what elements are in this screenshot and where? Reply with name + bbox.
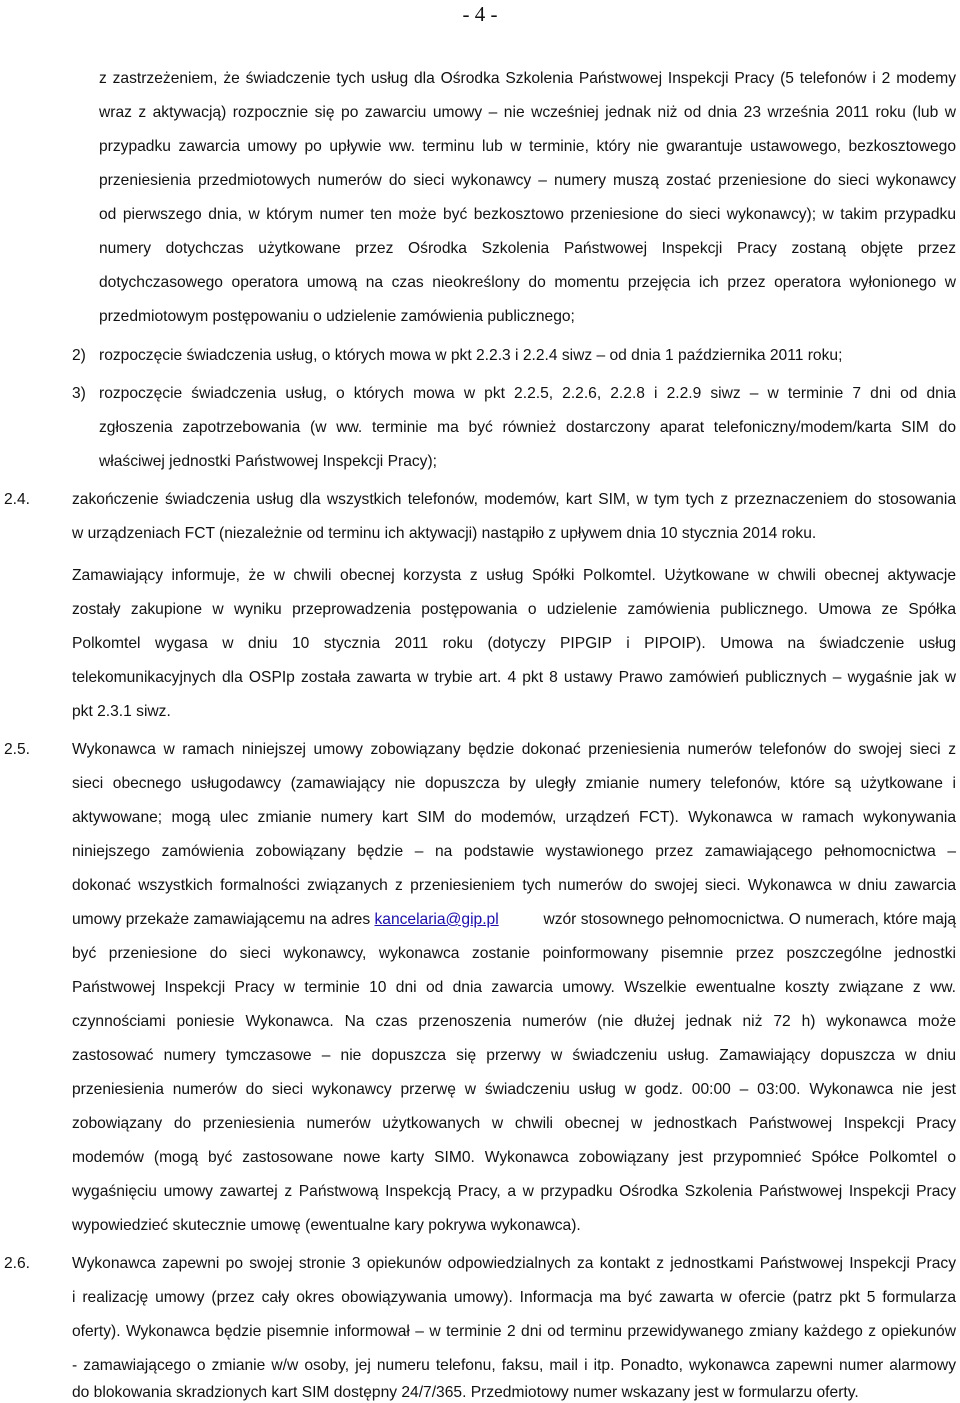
text-span: wzór stosownego pełnomocnictwa. O numerach, które mają bbox=[539, 911, 956, 928]
text-line: rozpoczęcie świadczenia usług, o których mowa w pkt 2.2.5, 2.2.6, 2.2.8 i 2.2.9 siwz – w terminie 7 dni od dnia bbox=[99, 385, 956, 402]
text-line: zostały zakupione w wyniku przeprowadzenia postępowania o udzielenie zamówienia publicznego. Umowa ze Spółka bbox=[72, 601, 956, 618]
text-line: wraz z aktywacją) rozpocznie się po zawarciu umowy – nie wcześniej jednak niż od dnia 23 września 2011 roku (lub w bbox=[99, 104, 956, 121]
text-line: w urządzeniach FCT (niezależnie od terminu ich aktywacji) nastąpiło z upływem dnia 10 stycznia 2014 roku. bbox=[72, 525, 817, 542]
page-number: - 4 - bbox=[462, 2, 498, 26]
text-line: aktywowane; mogą ulec zmianie numery kart SIM do modemów, urządzeń FCT). Wykonawca w ramach wykonywania bbox=[72, 809, 956, 826]
section-number: 2.6. bbox=[4, 1255, 31, 1272]
text-line: zakończenie świadczenia usług dla wszystkich telefonów, modemów, kart SIM, w tym tych z przeznaczeniem do stosowania bbox=[72, 491, 956, 508]
text-line: telekomunikacyjnych dla OSPIp została zawarta w trybie art. 4 pkt 8 ustawy Prawo zamówień publicznych – wygaśnie jak w bbox=[72, 669, 956, 686]
text-line: czynnościami poniesie Wykonawca. Na czas przenoszenia numerów (nie dłużej jednak niż 72 h) wykonawca może bbox=[72, 1013, 956, 1030]
text-line-with-email bbox=[72, 910, 956, 929]
text-line: Polkomtel wygasa w dniu 10 stycznia 2011 roku (dotyczy PIPGIP i PIPOIP). Umowa na świadczenie usług bbox=[72, 635, 956, 652]
text-line: wygaśnięciu umowy zawartej z Państwową Inspekcją Pracy, a w przypadku Ośrodka Szkolenia Państwowej Inspekcji Pracy bbox=[72, 1183, 956, 1200]
text-line: pkt 2.3.1 siwz. bbox=[72, 703, 171, 720]
text-line: Wykonawca w ramach niniejszej umowy zobowiązany będzie dokonać przeniesienia numerów telefonów do swojej sieci z bbox=[72, 741, 956, 758]
text-line: modemów (mogą być zastosowane nowe karty SIM0. Wykonawca zobowiązany jest przypomnieć Spółce Polkomtel o bbox=[72, 1149, 956, 1166]
text-line: rozpoczęcie świadczenia usług, o których mowa w pkt 2.2.3 i 2.2.4 siwz – od dnia 1 października 2011 roku; bbox=[99, 347, 843, 364]
text-line: - zamawiającego o zmianie w/w osoby, jej numeru telefonu, faksu, mail i itp. Ponadto, wykonawca zapewni numer alarmowy bbox=[72, 1357, 956, 1374]
text-line: sieci obecnego usługodawcy (zamawiający nie dopuszcza by uległy zmianie numery telefonów, które są użytkowane i bbox=[72, 775, 956, 792]
email-link[interactable]: kancelaria@gip.pl bbox=[374, 911, 499, 928]
section-number: 2.5. bbox=[4, 741, 31, 758]
list-item-label: 3) bbox=[72, 385, 86, 402]
list-item-label: 2) bbox=[72, 347, 86, 364]
text-line: Zamawiający informuje, że w chwili obecnej korzysta z usług Spółki Polkomtel. Użytkowane w chwili obecnej aktywacje bbox=[72, 567, 956, 584]
text-line: Wykonawca zapewni po swojej stronie 3 opiekunów odpowiedzialnych za kontakt z jednostkami Państwowej Inspekcji Pracy bbox=[72, 1255, 956, 1272]
text-line: zobowiązany do przeniesienia numerów użytkowanych w chwili obecnej w jednostkach Państwowej Inspekcji Pracy bbox=[72, 1115, 956, 1132]
text-line: numery dotychczas użytkowane przez Ośrodka Szkolenia Państwowej Inspekcji Pracy zostaną objęte przez bbox=[99, 240, 956, 257]
text-line: Państwowej Inspekcji Pracy w terminie 10 dni od dnia zawarcia umowy. Wszelkie ewentualne koszty związane z ww. bbox=[72, 979, 956, 996]
text-line: właściwej jednostki Państwowej Inspekcji Pracy); bbox=[99, 453, 437, 470]
text-line: wypowiedzieć skutecznie umowę (ewentualne kary pokrywa wykonawca). bbox=[72, 1217, 581, 1234]
text-line: przedmiotowym postępowaniu o udzielenie zamówienia publicznego; bbox=[99, 308, 575, 325]
text-line: dokonać wszystkich formalności związanych z przeniesieniem tych numerów do swojej sieci. Wykonawca w dniu zawarcia bbox=[72, 877, 956, 894]
text-line: przeniesienia przedmiotowych numerów do sieci wykonawcy – numery muszą zostać przeniesione do sieci wykonawcy bbox=[99, 172, 956, 189]
text-line: oferty). Wykonawca będzie pisemnie informował – w terminie 2 dni od terminu przewidywanego zmiany każdego z opiekunów bbox=[72, 1323, 956, 1340]
text-line: dotychczasowego operatora umową na czas nieokreślony do momentu przejęcia ich przez operatora wyłonionego w bbox=[99, 274, 956, 291]
text-line: być przeniesione do sieci wykonawcy, wykonawca zostanie poinformowany pisemnie przez poszczególne jednostki bbox=[72, 945, 956, 962]
text-span: umowy przekaże zamawiającemu na adres bbox=[72, 911, 375, 928]
text-line: z zastrzeżeniem, że świadczenie tych usług dla Ośrodka Szkolenia Państwowej Inspekcji Pracy (5 telefonów i 2 modemy bbox=[99, 70, 956, 87]
text-line: do blokowania skradzionych kart SIM dostępny 24/7/365. Przedmiotowy numer wskazany jest w formularzu oferty. bbox=[72, 1384, 859, 1401]
text-line: niniejszego zamówienia zobowiązany będzie – na podstawie wystawionego przez zamawiającego pełnomocnictwa – bbox=[72, 843, 956, 860]
text-line: zastosować numery tymczasowe – nie dopuszcza się przerwy w świadczeniu usług. Zamawiający dopuszcza w dniu bbox=[72, 1047, 956, 1064]
text-line: przypadku zawarcia umowy po upływie ww. terminu lub w terminie, który nie gwarantuje ustawowego, bezkosztowego bbox=[99, 138, 956, 155]
text-line: przeniesienia numerów do sieci wykonawcy przerwę w świadczeniu usług w godz. 00:00 – 03:00. Wykonawca nie jest bbox=[72, 1081, 956, 1098]
text-line: od pierwszego dnia, w którym numer ten może być bezkosztowo przeniesione do sieci wykonawcy); w takim przypadku bbox=[99, 206, 956, 223]
text-line: i realizację umowy (przez cały okres obowiązywania umowy). Informacja ma być zawarta w ofercie (patrz pkt 5 formularza bbox=[72, 1289, 956, 1306]
section-number: 2.4. bbox=[4, 491, 31, 508]
text-line: zgłoszenia zapotrzebowania (w ww. terminie ma być również dostarczony aparat telefoniczny/modem/karta SIM do bbox=[99, 419, 956, 436]
